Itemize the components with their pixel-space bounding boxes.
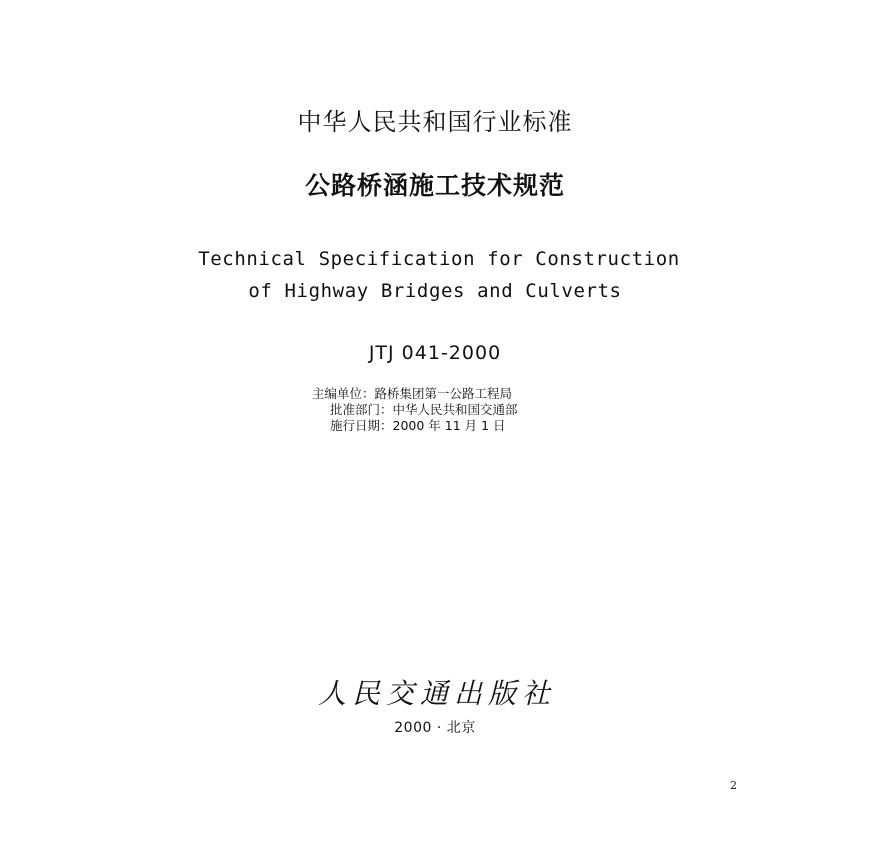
document-title-en-line1: Technical Specification for Construction <box>198 248 680 270</box>
standard-code: JTJ 041-2000 <box>368 342 502 364</box>
effective-date: 施行日期：2000 年 11 月 1 日 <box>330 418 506 433</box>
editor-unit: 主编单位：路桥集团第一公路工程局 <box>312 386 513 401</box>
document-title-en-line2: of Highway Bridges and Culverts <box>248 280 622 302</box>
standard-category: 中华人民共和国行业标准 <box>297 108 573 136</box>
approval-department: 批准部门：中华人民共和国交通部 <box>330 402 518 417</box>
page-number: 2 <box>730 779 737 792</box>
document-title-cn: 公路桥涵施工技术规范 <box>304 171 565 200</box>
publisher-name: 人民交通出版社 <box>317 677 556 710</box>
publish-year-city: 2000 · 北京 <box>394 720 476 736</box>
